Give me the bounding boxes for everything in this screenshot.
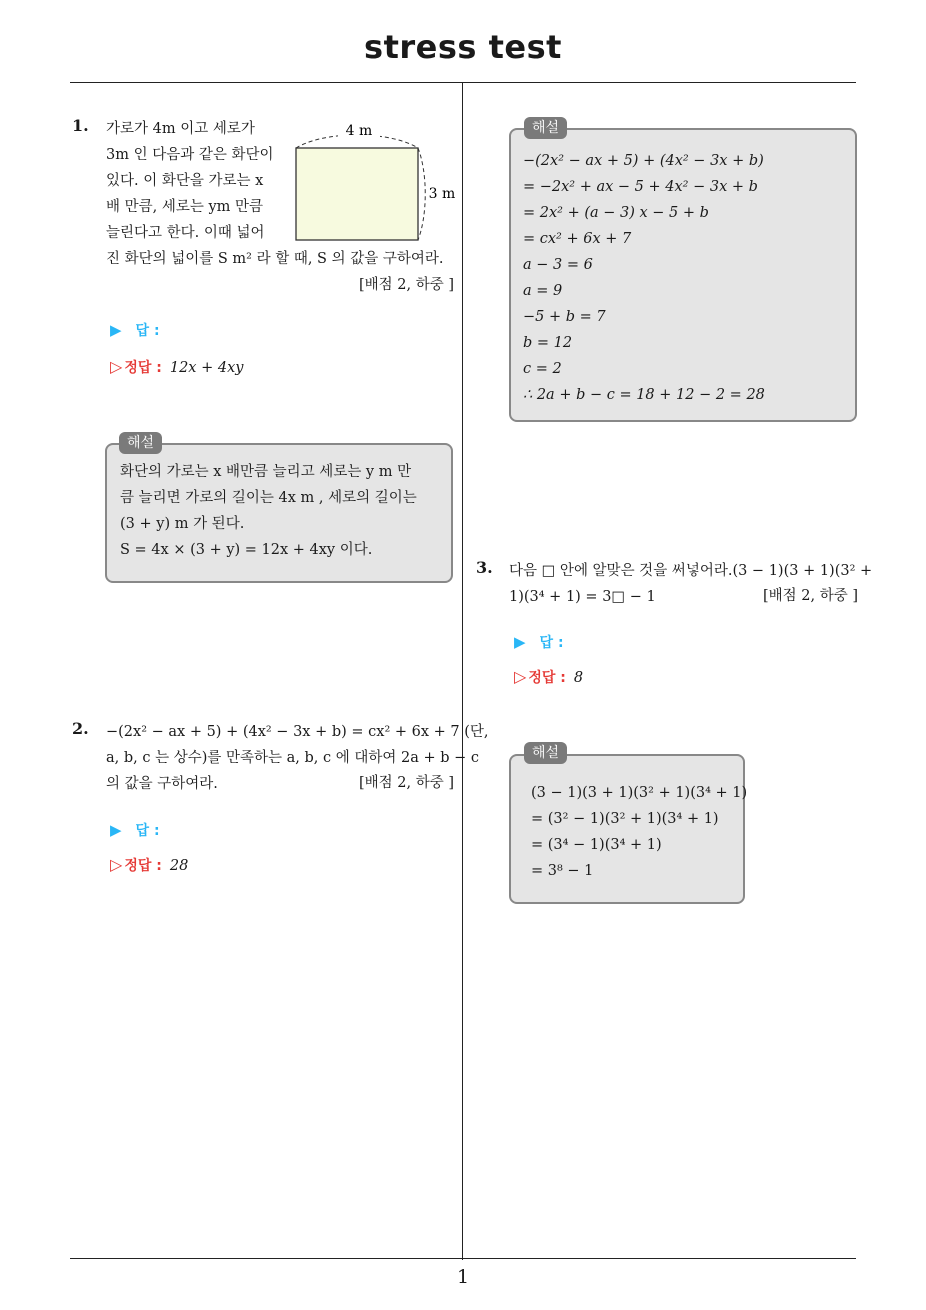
- explanation-line: = (3² − 1)(3² + 1)(3⁴ + 1): [531, 811, 719, 827]
- garden-rect: [296, 148, 418, 240]
- question-2-line: −(2x² − ax + 5) + (4x² − 3x + b) = cx² + 6x + 7 (단,: [106, 724, 489, 740]
- column-divider: [462, 83, 463, 1260]
- correct-value: 8: [573, 670, 584, 686]
- page-title: stress test: [364, 28, 562, 66]
- explanation-line: a = 9: [523, 283, 563, 299]
- garden-width-label: 4 m: [345, 123, 373, 139]
- question-2-explanation-box: [509, 128, 857, 422]
- question-1-score: [배점 2, 하중 ]: [358, 277, 454, 293]
- garden-height-label: 3 m: [428, 186, 456, 202]
- question-1-line: 늘린다고 한다. 이때 넓어: [106, 225, 265, 241]
- question-1-line: 있다. 이 화단을 가로는 x: [106, 173, 264, 189]
- explanation-tag: 해설: [524, 742, 567, 764]
- question-2-line: 의 값을 구하여라.: [106, 776, 218, 792]
- explanation-line: b = 12: [523, 335, 573, 351]
- explanation-line: c = 2: [523, 361, 562, 377]
- explanation-line: = cx² + 6x + 7: [523, 231, 632, 247]
- correct-value: 28: [169, 858, 189, 874]
- explanation-line: 화단의 가로는 x 배만큼 늘리고 세로는 y m 만: [120, 464, 412, 480]
- question-3-score: [배점 2, 하중 ]: [762, 588, 858, 604]
- question-3-explanation: [531, 780, 747, 884]
- explanation-tag: 해설: [119, 432, 162, 454]
- answer-label: 답 :: [135, 323, 160, 339]
- explanation-line: −(2x² − ax + 5) + (4x² − 3x + b): [523, 153, 764, 169]
- outline-triangle-icon: ▷: [514, 667, 527, 686]
- outline-triangle-icon: ▷: [110, 357, 123, 376]
- question-3-correct: [514, 667, 583, 687]
- correct-value: 12x + 4xy: [169, 360, 244, 376]
- explanation-line: (3 + y) m 가 된다.: [120, 516, 245, 532]
- question-3-number: 3.: [476, 558, 493, 577]
- explanation-line: a − 3 = 6: [523, 257, 593, 273]
- explanation-line: = 3⁸ − 1: [531, 863, 594, 879]
- explanation-line: = −2x² + ax − 5 + 4x² − 3x + b: [523, 179, 758, 195]
- question-2-correct: [110, 855, 188, 875]
- question-3-line: 1)(3⁴ + 1) = 3□ − 1: [509, 589, 656, 605]
- play-icon: ▶: [514, 633, 526, 651]
- explanation-line: = (3⁴ − 1)(3⁴ + 1): [531, 837, 662, 853]
- correct-label: 정답 :: [528, 670, 566, 686]
- explanation-line: 큼 늘리면 가로의 길이는 4x m , 세로의 길이는: [120, 490, 417, 506]
- question-1-number: 1.: [72, 116, 89, 135]
- question-1-text-last: 진 화단의 넓이를 S m² 라 할 때, S 의 값을 구하여라.: [106, 251, 444, 267]
- question-2-explanation: [523, 148, 765, 408]
- question-1-explanation-box: [105, 443, 453, 583]
- explanation-line: S = 4x × (3 + y) = 12x + 4xy 이다.: [120, 542, 373, 558]
- explanation-line: ∴ 2a + b − c = 18 + 12 − 2 = 28: [523, 387, 765, 403]
- explanation-line: −5 + b = 7: [523, 309, 606, 325]
- correct-label: 정답 :: [124, 360, 162, 376]
- question-2-line: a, b, c 는 상수)를 만족하는 a, b, c 에 대하여 2a + b − c: [106, 750, 479, 766]
- outline-triangle-icon: ▷: [110, 855, 123, 874]
- explanation-tag: 해설: [524, 117, 567, 139]
- footer-rule: [70, 1258, 856, 1259]
- page-number: 1: [456, 1266, 470, 1288]
- question-1-answer: [110, 320, 160, 340]
- question-1-line: 배 만큼, 세로는 ym 만큼: [106, 199, 264, 215]
- question-2-answer: [110, 820, 160, 840]
- question-1-line: 가로가 4m 이고 세로가: [106, 121, 255, 137]
- play-icon: ▶: [110, 821, 122, 839]
- question-1-text: [106, 116, 282, 246]
- answer-label: 답 :: [539, 635, 564, 651]
- question-2-number: 2.: [72, 719, 89, 738]
- garden-figure: [286, 118, 456, 246]
- question-3-line: 다음 □ 안에 알맞은 것을 써넣어라.(3 − 1)(3 + 1)(3² +: [509, 563, 873, 579]
- correct-label: 정답 :: [124, 858, 162, 874]
- question-1-correct: [110, 357, 243, 377]
- header-rule: [70, 82, 856, 83]
- explanation-line: = 2x² + (a − 3) x − 5 + b: [523, 205, 709, 221]
- question-1-line: 3m 인 다음과 같은 화단이: [106, 147, 274, 163]
- question-2-score: [배점 2, 하중 ]: [358, 775, 454, 791]
- question-3-explanation-box: [509, 754, 748, 904]
- question-1-explanation: [120, 459, 417, 563]
- explanation-line: (3 − 1)(3 + 1)(3² + 1)(3⁴ + 1): [531, 785, 748, 801]
- answer-label: 답 :: [135, 823, 160, 839]
- question-3-answer: [514, 632, 564, 652]
- play-icon: ▶: [110, 321, 122, 339]
